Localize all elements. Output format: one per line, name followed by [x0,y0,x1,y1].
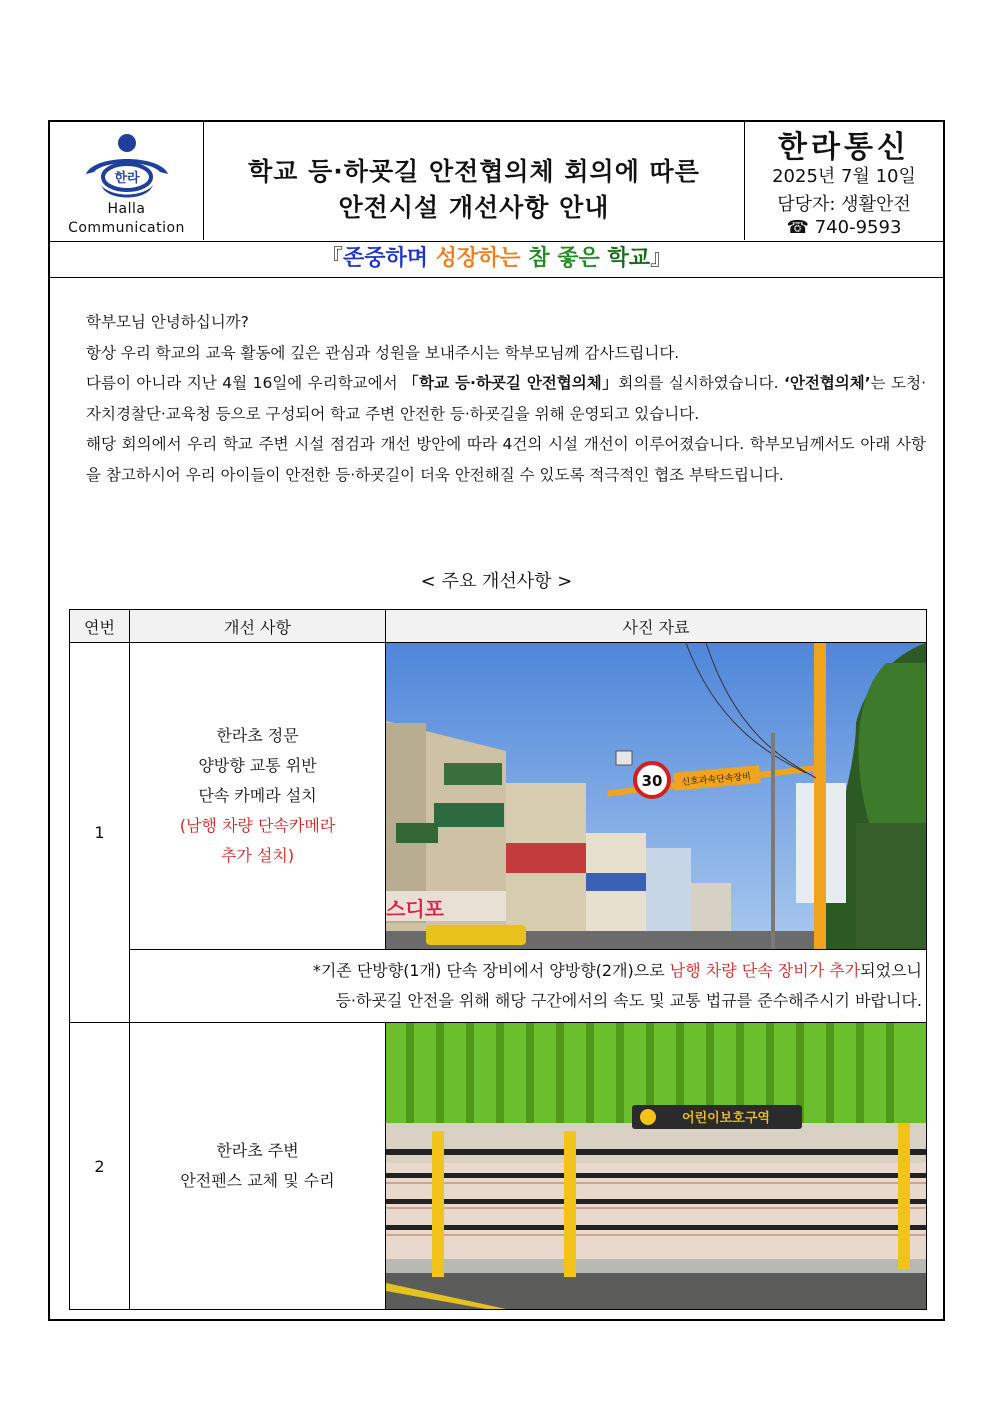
header-item: 개선 사항 [130,610,386,643]
meeting-paragraph [86,368,926,429]
table-header-row [70,610,927,643]
title-cell [204,122,745,240]
motto-close: 』 [650,246,673,271]
title-line2: 안전시설 개선사항 안내 [338,193,610,222]
greeting: 학부모님 안녕하십니까? [86,313,249,331]
logo-line2: Communication [68,220,185,236]
title-line1: 학교 등·하굣길 안전협의체 회의에 따른 [248,157,700,186]
row2-num: 2 [70,1023,130,1310]
meeting-text-c: 회의를 실시하였습니다. [618,374,784,392]
row2-desc [130,1023,386,1310]
row2-photo-cell [386,1023,927,1310]
meeting-text-a: 다름이 아니라 지난 4월 16일에 우리학교에서 [86,374,404,392]
row2-line2: 안전펜스 교체 및 수리 [180,1171,335,1190]
row1-note-a: *기존 단방향(1개) 단속 장비에서 양방향(2개)으로 [312,961,670,980]
photo-speed-limit: 30 [641,772,663,790]
meeting-name: 「학교 등·하굣길 안전협의체」 [403,374,619,392]
motto-word-1: 존중하며 [342,246,428,271]
row1-num: 1 [70,643,130,1023]
motto-word-3: 참 [528,246,550,271]
row1-line1: 한라초 정문 [216,726,299,745]
table-note-row [70,950,927,1023]
issue-date: 2025년 7월 10일 [772,166,916,187]
photo-store-sign: 스디포 [386,897,444,921]
photo-camera-sign: 신호과속단속장비 [681,771,752,789]
letter-body [86,307,926,490]
table-row [70,643,927,950]
motto-word-5: 학교 [607,246,650,271]
header-num: 연번 [70,610,130,643]
motto-word-4: 좋은 [557,246,600,271]
phone-line [745,217,943,238]
row1-desc [130,643,386,950]
meeting-text-e: 는 도청·자치경찰단·교육청 등으로 구성되어 학교 주변 안전한 등·하굣길을 위해 운영되고 있습니다. [86,374,926,423]
header [50,122,943,242]
row1-note [130,950,927,1023]
info-cell [745,122,943,240]
manager-label: 담당자: 생활안전 [777,194,911,215]
school-logo-icon [80,132,174,202]
speed-camera-photo [386,643,926,949]
logo-emblem-text: 한라 [114,171,140,186]
row1-photo-cell [386,643,927,950]
improvements-table [69,609,927,1310]
row1-note-line1 [130,956,922,986]
logo-cell [50,122,204,240]
row1-line2: 양방향 교통 위반 [198,756,317,775]
school-motto [50,241,943,278]
row1-note-red1: (남행 차량 단속카메라 [179,816,336,835]
phone-icon: ☎ [786,217,809,238]
council-name: ‘안전협의체’ [784,374,871,392]
row2-line1: 한라초 주변 [216,1141,299,1160]
row1-note-red2: 추가 설치) [220,846,295,865]
newsletter-frame [48,120,945,1321]
safety-fence-photo [386,1023,926,1309]
table-row [70,1023,927,1310]
phone-number: 740-9593 [814,217,902,238]
header-photo: 사진 자료 [386,610,927,643]
motto-open: 『 [320,246,343,271]
motto-word-2: 성장하는 [435,246,521,271]
row1-note-line2: 등·하굣길 안전을 위해 해당 구간에서의 속도 및 교통 법규를 준수해주시기 바랍니다. [335,991,922,1010]
row1-line3: 단속 카메라 설치 [198,786,317,805]
row1-note-c: 되었으니 [860,961,922,980]
result-paragraph: 해당 회의에서 우리 학교 주변 시설 점검과 개선 방안에 따라 4건의 시설 개선이 이루어졌습니다. 학부모님께서도 아래 사항을 참고하시어 우리 아이들이 안전한 등·하굣길이 더욱 안전해질 수 있도록 적극적인 협조 부탁드립니다. [86,435,926,484]
row1-note-highlight: 남행 차량 단속 장비가 추가 [669,961,861,980]
logo-line1: Halla [107,201,146,217]
photo-school-zone-sign: 어린이보호구역 [682,1111,770,1126]
newsletter-name: 한라통신 [778,130,910,165]
thanks-paragraph: 항상 우리 학교의 교육 활동에 깊은 관심과 성원을 보내주시는 학부모님께 감사드립니다. [86,343,680,362]
section-title: < 주요 개선사항 > [420,571,573,592]
